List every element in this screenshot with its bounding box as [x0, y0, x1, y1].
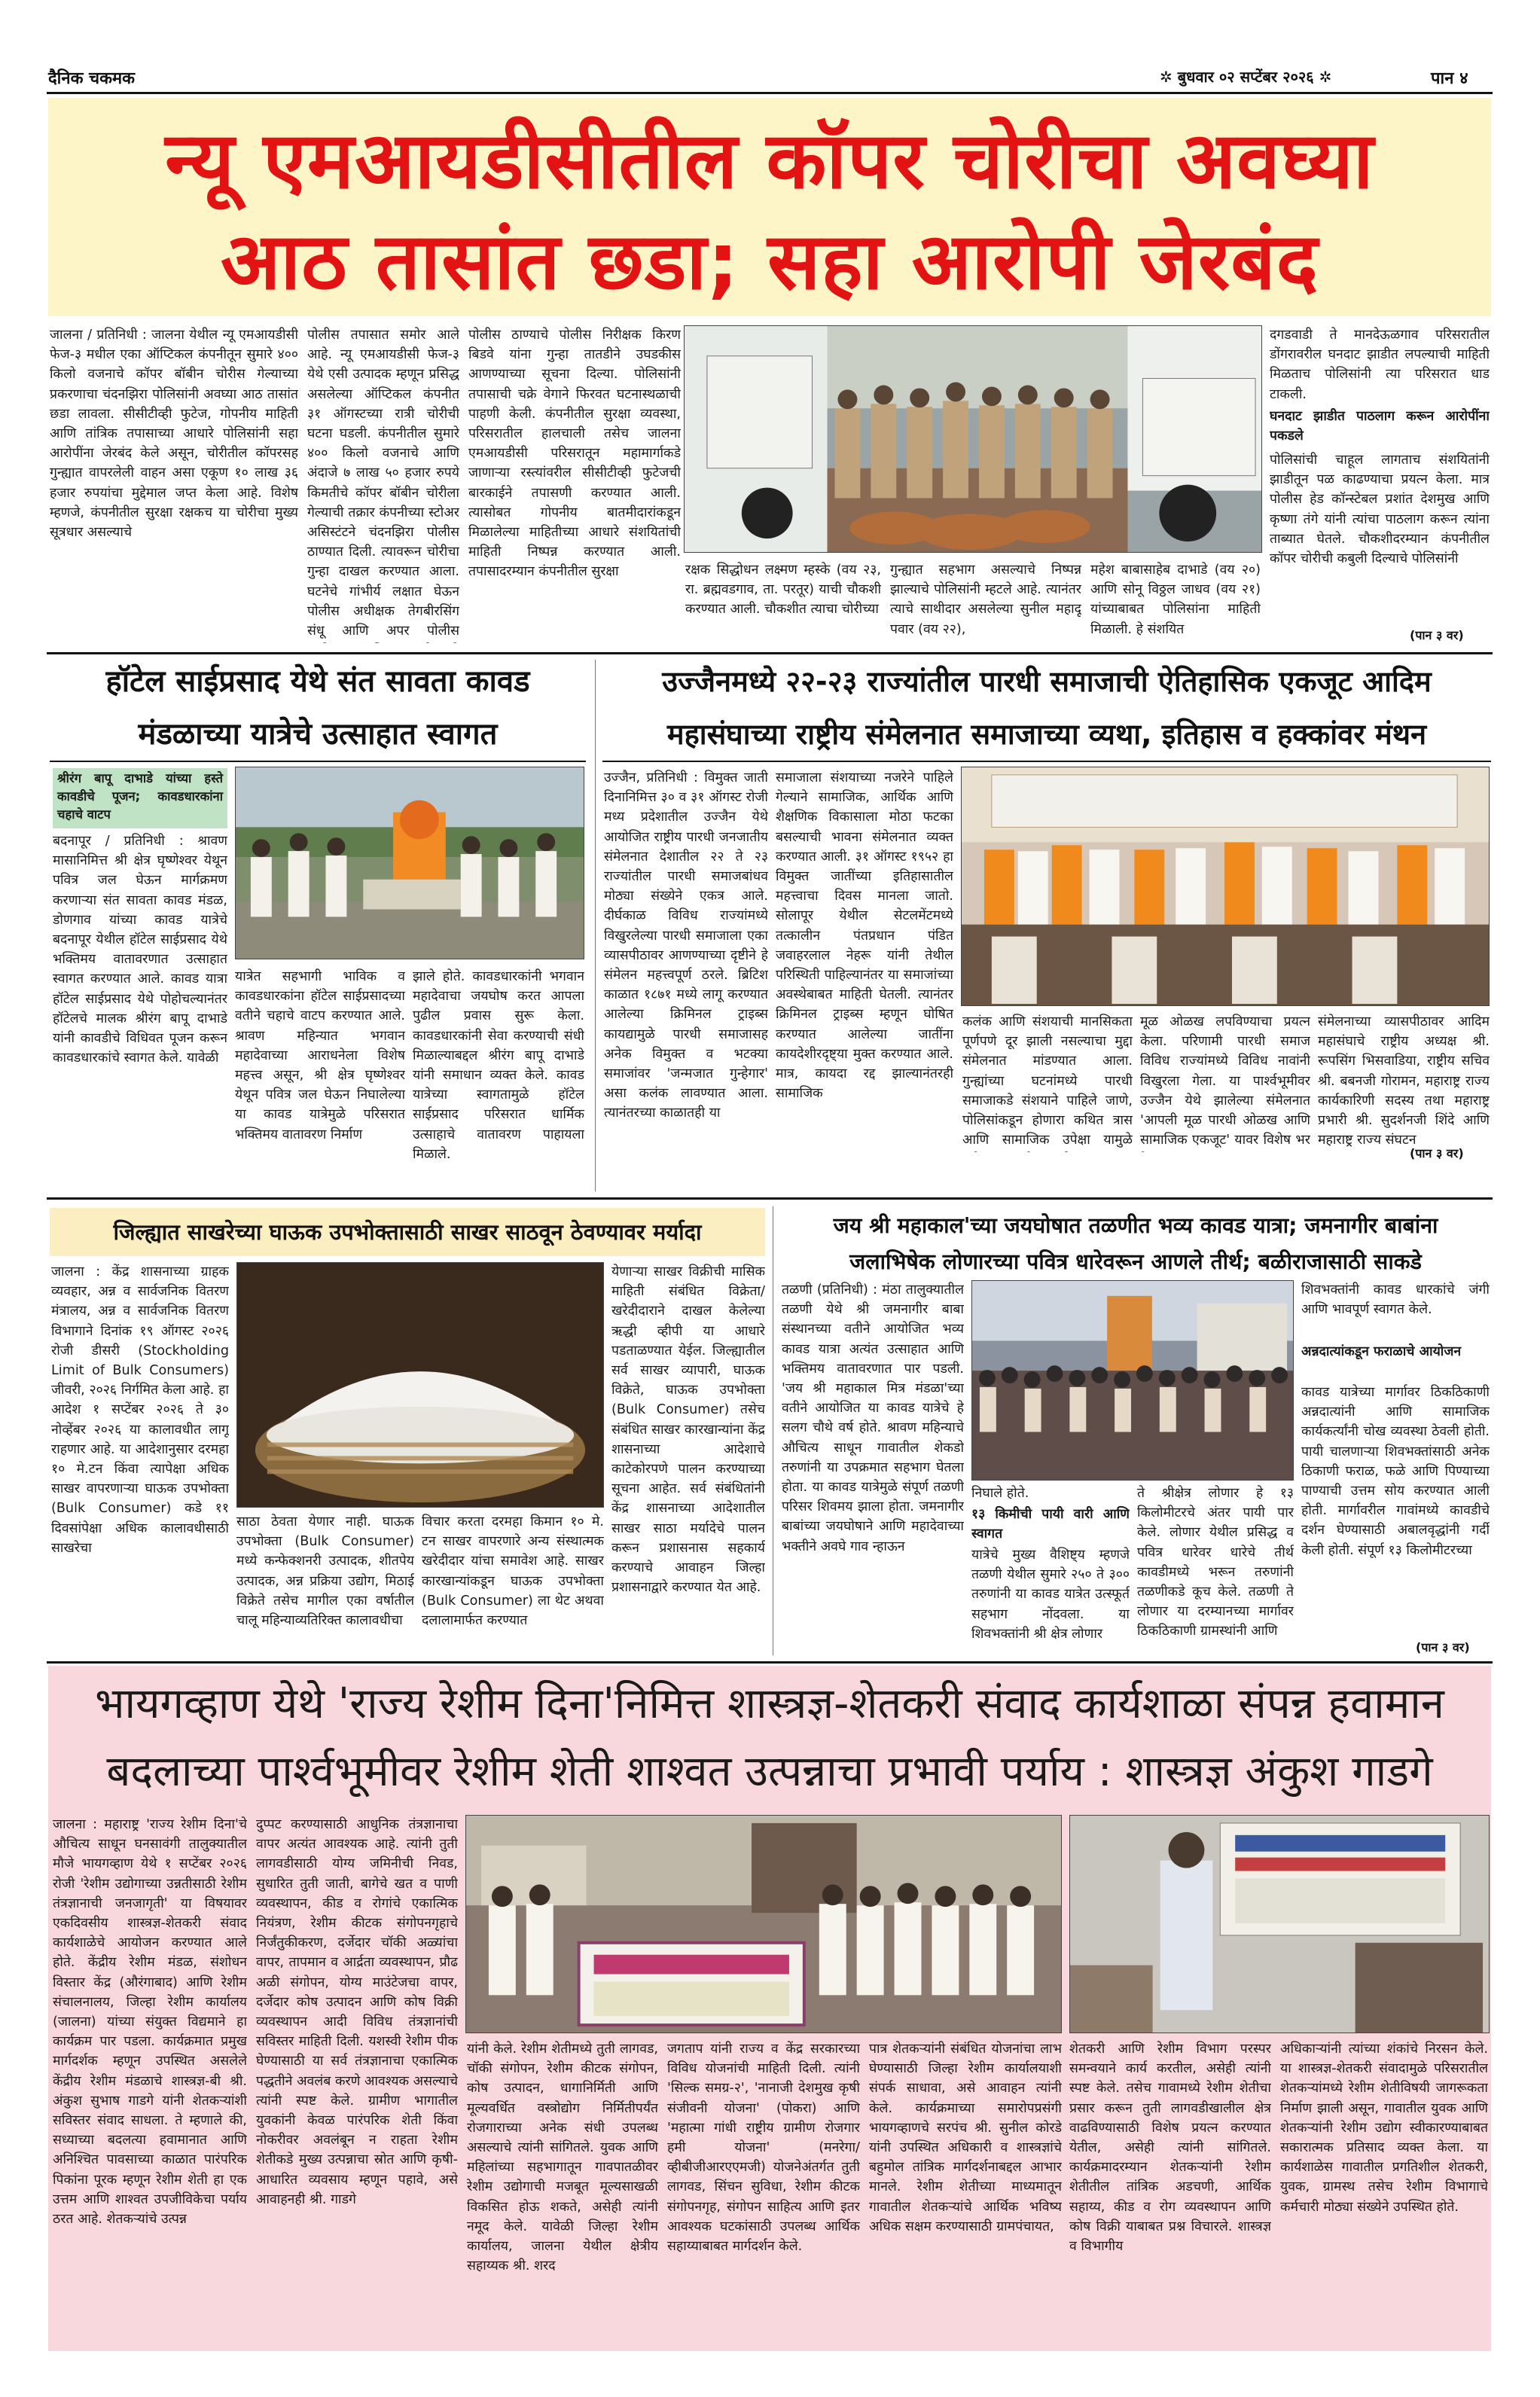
story5-col4-body: कावड यात्रेच्या मार्गावर ठिकठिकाणी अन्नदात्यांनी आणि सामाजिक कार्यकर्त्यांनी चोख व्यवस्था ठेवली होती. पायी चालणाऱ्या शिवभक्तांसाठी अनेक ठिकाणी फराळ, फळे आणि पिण्याच्या पाण्याची उत्तम सोय करण्यात आली होती. मार्गावरील गावांमध्ये कावडीचे दर्शन घेण्यासाठी अबालवृद्धांनी गर्दी केली होती. संपूर्ण १३ किलोमीटरच्या: [1301, 1385, 1490, 1558]
story6-below-col3: पात्र शेतकऱ्यांनी संबंधित योजनांचा लाभ घेण्यासाठी जिल्हा रेशीम कार्यालयाशी संपर्क साधावा, असे आवाहन त्यांनी केले. कार्यक्रमाच्या समारोपप्रसंगी भायगव्हाणचे सरपंच श्री. सुनील कोरडे यांनी उपस्थित अधिकारी व शास्त्रज्ञांचे बहुमोल तांत्रिक मार्गदर्शनाबद्दल आभार मानले. रेशीम शेतीच्या माध्यमातून गावातील शेतकऱ्यांचे आर्थिक भविष्य अधिक सक्षम करण्यासाठी ग्रामपंचायत,: [869, 2042, 1062, 2234]
story2-headline-rule: [50, 761, 586, 762]
story5-col4-subhead: अन्नदात्यांकडून फराळाचे आयोजन: [1301, 1344, 1462, 1359]
story3-below-col2: मूळ ओळख लपविण्याचा प्रयत्न केला. परिणामी पारधी समाज विविध राज्यांमध्ये विविध नावांनी विखुरला गेला. या पार्श्वभूमीवर उज्जैन येथे झालेल्या संमेलनात 'आपली मूळ पारधी ओळख आणि सामाजिक एकजूट' यावर विशेष भर: [1140, 1014, 1310, 1148]
story6-presenter-photo: [1069, 1815, 1490, 2033]
story1-headline-line2: आठ तासांत छडा; सहा आरोपी जेरबंद: [220, 215, 1319, 307]
story4-below-col1: साठा ठेवता येणार नाही. घाऊक उपभोक्ता (Bulk Consumer) मध्ये कन्फेक्शनरी उत्पादक, शीतपेय उत्पादक, अन्न प्रक्रिया उद्योग, मिठाई विक्रेते तसेच मागील एका वर्षातील चालू महिन्याव्यतिरिक्त कालावधीचा: [236, 1514, 414, 1629]
story6-below-col2: जगताप यांनी राज्य व केंद्र सरकारच्या विविध योजनांची माहिती दिली. त्यांनी 'सिल्क समग्र-२', 'नानाजी देशमुख कृषी संजीवनी योजना' (पोकरा) आणि 'महात्मा गांधी राष्ट्रीय ग्रामीण रोजगार हमी योजना' (मनरेगा/व्हीबीजीआरएएमजी) योजनेअंतर्गत तुती लागवड, सिंचन सुविधा, रेशीम कीटक संगोपनगृह, संगोपन साहित्य आणि इतर आवश्यक घटकांसाठी उपलब्ध आर्थिक सहाय्याबाबत मार्गदर्शन केले.: [667, 2042, 860, 2255]
section-rule-3: [47, 1661, 1493, 1664]
story5-col1: तळणी (प्रतिनिधी) : मंठा तालुक्यातील तळणी येथे श्री जमनागीर बाबा संस्थानच्या वतीने आयोजित भव्य कावड यात्रा अत्यंत उत्साहात आणि भक्तिमय वातावरणात पार पडली. 'जय श्री महाकाल मित्र मंडळा'च्या वतीने आयोजित या कावड यात्रेचे हे सलग चौथे वर्ष होते. श्रावण महिन्याचे औचित्य साधून गावातील शेकडो तरुणांनी या उपक्रमात सहभाग घेतला होता. या कावड यात्रेमुळे संपूर्ण तळणी परिसर शिवमय झाला होता. जमनागीर बाबांच्या जयघोषाने आणि महादेवाच्या भक्तीने अवघे गाव न्हाऊन: [782, 1282, 964, 1554]
story5-col4-top: शिवभक्तांनी कावड धारकांचे जंगी आणि भावपूर्ण स्वागत केले.: [1301, 1282, 1490, 1318]
story5-mid-text3: ते श्रीक्षेत्र लोणार हे १३ किलोमीटरचे अंतर पायी पार केले. लोणार येथील प्रसिद्ध व पवित्र धारेवर धारेचे तीर्थ कावडीमध्ये भरून तरुणांनी तळणीकडे कूच केले. तळणी ते लोणार या दरम्यानच्या मार्गावर ठिकठिकाणी ग्रामस्थांनी आणि: [1137, 1486, 1294, 1639]
story2-divider: [595, 660, 596, 1191]
story1-col4-top: दगडवाडी ते मानदेऊळगाव परिसरातील डोंगरावरील घनदाट झाडीत लपल्याची माहिती मिळताच पोलिसांनी त्या परिसरात धाड टाकली.: [1270, 328, 1490, 402]
story3-col1: उज्जैन, प्रतिनिधी : विमुक्त जाती दिनानिमित्त ३० व ३१ ऑगस्ट रोजी मध्य प्रदेशातील उज्जैन येथे आयोजित राष्ट्रीय पारधी जनजातीय संमेलनात देशातील २२ ते २३ राज्यांतील पारधी समाजबांधव मोठ्या संख्येने एकत्र आले. दीर्घकाळ विविध राज्यांमध्ये विखुरलेल्या पारधी समाजाला एका व्यासपीठावर आणण्याच्या दृष्टीने हे संमेलन महत्त्वपूर्ण ठरले. ब्रिटिश काळात १८७१ मध्ये लागू करण्यात आलेल्या क्रिमिनल ट्राइब्स कायद्यामुळे पारधी समाजासह अनेक विमुक्त व भटक्या समाजांवर 'जन्मजात गुन्हेगार' असा कलंक लावण्यात आला. त्यानंतरच्या काळातही या: [604, 770, 768, 1121]
story3-headline-rule: [602, 761, 1491, 762]
section-rule-2: [47, 1197, 1493, 1200]
story6-below-col5: अधिकाऱ्यांनी त्यांच्या शंकांचे निरसन केले. या शास्त्रज्ञ-शेतकरी संवादामुळे परिसरातील शेतकऱ्यांमध्ये रेशीम शेतीविषयी जागरूकता निर्माण झाली असून, गावातील युवक आणि शेतकऱ्यांनी रेशीम उद्योग स्वीकारण्याबाबत सकारात्मक प्रतिसाद व्यक्त केला. या कार्यशाळेस गावातील प्रगतिशील शेतकरी, युवक, ग्रामस्थ तसेच रेशीम विभागाचे कर्मचारी मोठ्या संख्येने उपस्थित होते.: [1280, 2042, 1488, 2215]
masthead-date: ✲ बुधवार ०२ सप्टेंबर २०२६ ✲: [1160, 68, 1332, 86]
story5-mid-subhead: १३ किमीची पायी वारी आणि स्वागत: [971, 1507, 1130, 1542]
story5-headline-line2: जलाभिषेक लोणारच्या पवित्र धारेवरून आणले तीर्थ; बळीराजासाठी साकडे: [849, 1249, 1422, 1274]
story4-below-col2: विचार करता दरमहा किमान १० मे. टन साखर वापरणारे अन्य संस्थात्मक खरेदीदार यांचा समावेश आहे. साखर कारखान्यांकडून घाऊक उपभोक्ता (Bulk Consumer) ला थेट अथवा दलालामार्फत करण्यात: [422, 1514, 604, 1629]
story1-continued: (पान ३ वर): [1410, 628, 1464, 642]
story4-headline: जिल्ह्यात साखरेच्या घाऊक उपभोक्तासाठी साखर साठवून ठेवण्यावर मर्यादा: [113, 1219, 702, 1245]
story1-col4-body: पोलिसांची चाहूल लागताच संशयितांनी झाडीतून पळ काढण्याचा प्रयत्न केला. मात्र पोलीस हेड कॉन्स्टेबल प्रशांत देशमुख आणि कृष्णा तंगे यांनी त्यांचा पाठलाग करून त्यांना ताब्यात घेतले. चौकशीदरम्यान कंपनीतील कॉपर चोरीची कबुली दिल्याचे पोलिसांनी: [1270, 453, 1490, 567]
story1-police-photo: [684, 325, 1262, 553]
story1-col4-subhead: घनदाट झाडीत पाठलाग करून आरोपींना पकडले: [1270, 409, 1490, 444]
story3-col2: समाजाला संशयाच्या नजरेने पाहिले गेल्याने सामाजिक, आर्थिक आणि शैक्षणिक विकासाला मोठा फटका बसल्याची भावना संमेलनात व्यक्त करण्यात आली. ३१ ऑगस्ट १९५२ हा विमुक्त जातींच्या इतिहासातील महत्त्वाचा दिवस मानला जातो. सोलापूर येथील सेटलमेंटमध्ये तत्कालीन पंतप्रधान पंडित जवाहरलाल नेहरू यांनी तेथील परिस्थिती पाहिल्यानंतर या समाजांच्या अवस्थेबाबत माहिती घेतली. त्यानंतर क्रिमिनल ट्राइब्स म्हणून घोषित करण्यात आलेल्या जातींना कायदेशीरदृष्ट्या मुक्त करण्यात आले. मात्र, कायदा रद्द झाल्यानंतरही सामाजिक: [776, 770, 953, 1102]
story1-below-col2: गुन्ह्यात सहभाग असल्याचे निष्पन्न झाल्याचे पोलिसांनी म्हटले आहे. त्यानंतर त्याचे साथीदार असलेल्या सुनील महादू पवार (वय २२),: [890, 563, 1081, 637]
story2-col3: झाले होते. कावडधारकांनी भगवान महादेवाचा जयघोष करत आपला पुढील प्रवास सुरू केला. कावडधारकांनी सेवा करण्याची संधी मिळाल्याबद्दल श्रीरंग बापू दाभाडे यांनी समाधान व्यक्त केले. कावड यात्रेच्या स्वागतामुळे हॉटेल साईप्रसाद परिसरात धार्मिक उत्साहाचे वातावरण पाहायला मिळाले.: [413, 969, 584, 1162]
story6-headline-line1: भायगव्हाण येथे 'राज्य रेशीम दिना'निमित्त शास्त्रज्ञ-शेतकरी संवाद कार्यशाळा संपन्न हवामान: [95, 1679, 1444, 1728]
masthead-page-number: पान ४: [1431, 69, 1468, 88]
story6-workshop-photo: [465, 1815, 1062, 2033]
story6-below-col4: शेतकरी आणि रेशीम विभाग परस्पर समन्वयाने कार्य करतील, असेही त्यांनी स्पष्ट केले. तसेच गावामध्ये रेशीम शेतीचा प्रसार करून तुती लागवडीखालील क्षेत्र वाढविण्यासाठी विशेष प्रयत्न करण्यात येतील, असेही त्यांनी सांगितले. कार्यक्रमादरम्यान शेतकऱ्यांनी रेशीम शेतीतील तांत्रिक अडचणी, आर्थिक सहाय्य, कीड व रोग व्यवस्थापन आणि कोष विक्री याबाबत प्रश्न विचारले. शास्त्रज्ञ व विभागीय: [1069, 2042, 1271, 2255]
masthead-rule: [47, 92, 1493, 94]
story5-kavad-yatra-photo: [971, 1280, 1294, 1481]
story1-col1: जालना / प्रतिनिधी : जालना येथील न्यू एमआयडीसी फेज-३ मधील एका ऑप्टिकल कंपनीतून सुमारे ४०० किलो वजनाचे कॉपर बॉबीन चोरीस गेल्याच्या प्रकरणाचा चंदनझिरा पोलिसांनी अवघ्या आठ तासांत छडा लावला. सीसीटीव्ही फुटेज, गोपनीय माहिती आणि तांत्रिक तपासाच्या आधारे पोलिसांनी सहा आरोपींना जेरबंद केले असून, चोरीतील कॉपरसह गुन्ह्यात वापरलेली वाहन असा एकूण १० लाख ३६ हजार रुपयांचा मुद्देमाल जप्त केला आहे. विशेष म्हणजे, कंपनीतील सुरक्षा रक्षकच या चोरीचा मुख्य सूत्रधार असल्याचे: [50, 328, 298, 541]
section-rule-1: [47, 652, 1493, 654]
story6-below-col1: यांनी केले. रेशीम शेतीमध्ये तुती लागवड, चॉकी संगोपन, रेशीम कीटक संगोपन, कोष उत्पादन, धागानिर्मिती आणि मूल्यवर्धित वस्त्रोद्योग निर्मितीपर्यंत रोजगाराच्या अनेक संधी उपलब्ध असल्याचे त्यांनी सांगितले. युवक आणि महिलांच्या सहभागातून गावपातळीवर रेशीम उद्योगाची मजबूत मूल्यसाखळी विकसित होऊ शकते, असेही त्यांनी नमूद केले. यावेळी जिल्हा रेशीम कार्यालय, जालना येथील क्षेत्रीय सहाय्यक श्री. शरद: [467, 2042, 658, 2274]
story4-col1: जालना : केंद्र शासनाच्या ग्राहक व्यवहार, अन्न व सार्वजनिक वितरण मंत्रालय, अन्न व सार्वजनिक वितरण विभागाने दिनांक १९ ऑगस्ट २०२६ रोजी डीसरी (Stockholding Limit of Bulk Consumers) जीवरी, २०२६ निर्गमित केला आहे. हा आदेश १ सप्टेंबर २०२६ ते ३० नोव्हेंबर २०२६ या कालावधीत लागू राहणार आहे. या आदेशानुसार दरमहा १० मे.टन किंवा त्यापेक्षा अधिक साखर वापरणाऱ्या घाऊक उपभोक्ता (Bulk Consumer) कडे ११ दिवसांपेक्षा अधिक कालावधीसाठी साखरेचा: [51, 1264, 229, 1556]
story6-col2: दुप्पट करण्यासाठी आधुनिक तंत्रज्ञानाचा वापर अत्यंत आवश्यक आहे. त्यांनी तुती लागवडीसाठी योग्य जमिनीची निवड, सुधारित तुती जाती, बागेचे खत व पाणी व्यवस्थापन, कीड व रोगांचे एकात्मिक नियंत्रण, रेशीम कीटक संगोपनगृहाचे निर्जंतुकीकरण, दर्जेदार चॉकी अळ्यांचा वापर, तापमान व आर्द्रता व्यवस्थापन, प्रौढ अळी संगोपन, योग्य माउंटेजचा वापर, दर्जेदार कोष उत्पादन आणि कोष विक्री व्यवस्थापन आदी विविध तंत्रज्ञानांची सविस्तर माहिती दिली. यशस्वी रेशीम पीक घेण्यासाठी या सर्व तंत्रज्ञानाचा एकात्मिक पद्धतीने अवलंब करणे आवश्यक असल्याचे त्यांनी स्पष्ट केले. ग्रामीण भागातील युवकांनी केवळ पारंपरिक शेती किंवा नोकरीवर अवलंबून न राहता रेशीम शेतीकडे मुख्य उत्पन्नाचा स्रोत आणि कृषी-आधारित व्यवसाय म्हणून पहावे, असे आवाहनही श्री. गाडगे: [256, 1817, 458, 2207]
story3-below-col1: कलंक आणि संशयाची मानसिकता पूर्णपणे दूर झाली नसल्याचा मुद्दा संमेलनात मांडण्यात आला. गुन्ह्यांच्या घटनांमध्ये पारधी समाजाकडे संशयाने पाहिले जाणे, पोलिसांकडून होणारा कथित त्रास आणि सामाजिक उपेक्षा यामुळे: [962, 1014, 1133, 1148]
story6-headline-line2: बदलाच्या पार्श्वभूमीवर रेशीम शेती शाश्वत उत्पन्नाचा प्रभावी पर्याय : शास्त्रज्ञ अंकुश गाडगे: [106, 1747, 1433, 1796]
story3-headline-line1: उज्जैनमध्ये २२-२३ राज्यांतील पारधी समाजाची ऐतिहासिक एकजूट आदिम: [662, 665, 1432, 698]
story2-kavad-photo: [235, 767, 584, 959]
story3-conference-photo: [961, 767, 1490, 1006]
story3-headline-line2: महासंघाच्या राष्ट्रीय संमेलनात समाजाच्या व्यथा, इतिहास व हक्कांवर मंथन: [666, 718, 1427, 751]
story2-headline-line2: मंडळाच्या यात्रेचे उत्साहात स्वागत: [138, 717, 498, 752]
story3-continued: (पान ३ वर): [1410, 1146, 1464, 1160]
story1-below-col3: महेश बाबासाहेब दाभाडे (वय २०) आणि सोनू विठ्ठल जाधव (वय २१) यांच्याबाबत पोलिसांना माहिती मिळाली. हे संशयित: [1090, 563, 1261, 637]
story2-col2: यात्रेत सहभागी भाविक व कावडधारकांना हॉटेल साईप्रसादच्या वतीने चहाचे वाटप करण्यात आले. श्रावण महिन्यात भगवान महादेवाच्या आराधनेला विशेष महत्त्व असून, श्री क्षेत्र घृष्णेश्वर येथून पवित्र जल घेऊन निघालेल्या या कावड यात्रेमुळे परिसरात भक्तिमय वातावरण निर्माण: [235, 969, 405, 1142]
story1-below-col1: रक्षक सिद्धोधन लक्ष्मण म्हस्के (वय २३, रा. ब्रह्मवडगाव, ता. परतूर) याची चौकशी करण्यात आली. चौकशीत त्याचा चोरीच्या: [685, 563, 881, 618]
story5-headline-line1: जय श्री महाकाल'च्या जयघोषात तळणीत भव्य कावड यात्रा; जमनागीर बाबांना: [833, 1213, 1438, 1238]
masthead-paper-name: दैनिक चकमक: [48, 69, 136, 88]
story4-col3: येणाऱ्या साखर विक्रीची मासिक माहिती संबंधित विक्रेता/खरेदीदाराने दाखल केलेल्या ऋद्धी व्हीपी या आधारे पडताळण्यात येईल. जिल्ह्यातील सर्व साखर व्यापारी, घाऊक विक्रेते, घाऊक उपभोक्ता (Bulk Consumer) तसेच संबंधित साखर कारखान्यांना केंद्र शासनाच्या आदेशाचे काटेकोरपणे पालन करण्याच्या सूचना आहेत. सर्व संबंधितांनी केंद्र शासनाच्या आदेशातील साखर साठा मर्यादेचे पालन करून प्रशासनास सहकार्य करण्याचे आवाहन जिल्हा प्रशासनाद्वारे करण्यात येत आहे.: [611, 1264, 765, 1596]
story4-sugar-photo: [236, 1262, 604, 1508]
story5-mid-text1: निघाले होते.: [971, 1486, 1029, 1501]
story1-col2: पोलीस तपासात समोर आले आहे. न्यू एमआयडीसी फेज-३ येथे एसी उत्पादक म्हणून प्रसिद्ध असलेल्या ऑप्टिकल कंपनीत ३१ ऑगस्टच्या रात्री चोरीची घटना घडली. कंपनीतील सुमारे ४०० किलो वजनाचे आणि अंदाजे ७ लाख ५० हजार रुपये किमतीचे कॉपर बॉबीन चोरीला गेल्याची तक्रार कंपनीच्या स्टोअर असिस्टंटने चंदनझिरा पोलीस ठाण्यात दिली. त्यावरून चोरीचा गुन्हा दाखल करण्यात आला. घटनेचे गांभीर्य लक्षात घेऊन पोलीस अधीक्षक तेगबीरसिंग संधू आणि अपर पोलीस: [307, 328, 459, 639]
story5-mid-text2: यात्रेचे मुख्य वैशिष्ट्य म्हणजे तळणी येथील सुमारे २५० ते ३०० तरुणांनी या कावड यात्रेत उत्स्फूर्त सहभाग नोंदवला. या शिवभक्तांनी श्री क्षेत्र लोणार: [971, 1548, 1130, 1642]
story2-col1: बदनापूर / प्रतिनिधी : श्रावण मासानिमित्त श्री क्षेत्र घृष्णेश्वर येथून पवित्र जल घेऊन मार्गक्रमण करणाऱ्या संत सावता कावड मंडळ, डोणगाव यांच्या कावड यात्रेचे बदनापूर येथील हॉटेल साईप्रसाद येथे भक्तिमय वातावरणात उत्साहात स्वागत करण्यात आले. कावड यात्रा हॉटेल साईप्रसाद येथे पोहोचल्यानंतर हॉटेलचे मालक श्रीरंग बापू दाभाडे यांनी कावडीचे विधिवत पूजन करून कावडधारकांचे स्वागत केले. यावेळी: [53, 834, 227, 1066]
story1-col3: पोलीस ठाण्याचे पोलीस निरीक्षक किरण बिडवे यांना गुन्हा तातडीने उघडकीस आणण्याच्या सूचना दिल्या. पोलिसांनी तपासाची चक्रे वेगाने फिरवत घटनास्थळाची पाहणी केली. कंपनीतील सुरक्षा व्यवस्था, परिसरातील हालचाली तसेच जालना एमआयडीसी परिसरातून महामार्गाकडे जाणाऱ्या रस्त्यांवरील सीसीटीव्ही फुटेजची बारकाईने तपासणी करण्यात आली. त्यासोबत गोपनीय बातमीदारांकडून मिळालेल्या माहितीच्या आधारे संशयितांची माहिती निष्पन्न करण्यात आली. तपासादरम्यान कंपनीतील सुरक्षा: [468, 328, 681, 580]
story6-col1: जालना : महाराष्ट्र 'राज्य रेशीम दिना'चे औचित्य साधून घनसावंगी तालुक्यातील मौजे भायगव्हाण येथे १ सप्टेंबर २०२६ रोजी 'रेशीम उद्योगाच्या उन्नतीसाठी रेशीम तंत्रज्ञानाची जनजागृती' या विषयावर एकदिवसीय शास्त्रज्ञ-शेतकरी संवाद कार्यशाळेचे आयोजन करण्यात आले होते. केंद्रीय रेशीम मंडळ, संशोधन विस्तार केंद्र (औरंगाबाद) आणि रेशीम संचालनालय, जिल्हा रेशीम कार्यालय (जालना) यांच्या संयुक्त विद्यमाने हा कार्यक्रम पार पडला. कार्यक्रमात प्रमुख मार्गदर्शक म्हणून उपस्थित असलेले केंद्रीय रेशीम मंडळाचे शास्त्रज्ञ-बी श्री. अंकुश सुभाष गाडगे यांनी शेतकऱ्यांशी सविस्तर संवाद साधला. ते म्हणाले की, सध्याच्या बदलत्या हवामानात आणि अनिश्चित पावसाच्या काळात पारंपरिक पिकांना पूरक म्हणून रेशीम शेती हा एक उत्तम आणि शाश्वत उपजीविकेचा पर्याय ठरत आहे. शेतकऱ्यांचे उत्पन्न: [53, 1817, 247, 2228]
story3-below-col3: संमेलनाच्या व्यासपीठावर आदिम महासंघाचे राष्ट्रीय अध्यक्ष श्री. रूपसिंग भिसवाडिया, राष्ट्रीय सचिव श्री. बबनजी गोरामन, महाराष्ट्र राज्य कार्यकारिणी सदस्य तथा महाराष्ट्र प्रभारी श्री. सुदर्शनजी शिंदे आणि महाराष्ट्र राज्य संघटन: [1318, 1014, 1490, 1148]
story2-headline-line1: हॉटेल साईप्रसाद येथे संत सावता कावड: [105, 664, 530, 699]
story2-photo-caption: श्रीरंग बापू दाभाडे यांच्या हस्ते कावडीचे पूजन; कावडधारकांना चहाचे वाटप: [53, 768, 227, 828]
story5-continued: (पान ३ वर): [1416, 1640, 1470, 1654]
story1-headline-line1: न्यू एमआयडीसीतील कॉपर चोरीचा अवघ्या: [165, 114, 1374, 206]
